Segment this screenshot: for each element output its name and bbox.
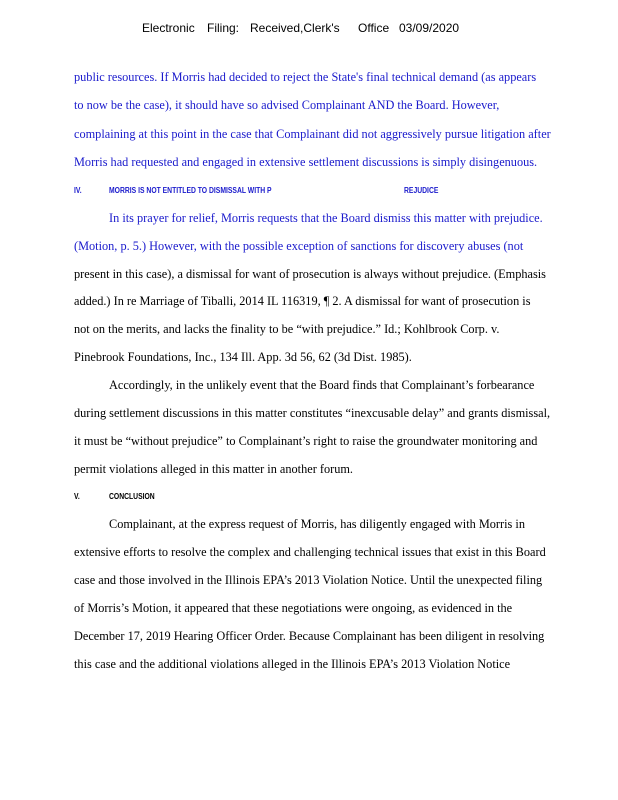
header-filing: Filing:: [207, 21, 240, 35]
p4-line-4: of Morris’s Motion, it appeared that these negotiations were ongoing, as evidenced in the: [74, 601, 513, 615]
section-5-numeral: V.: [74, 492, 80, 501]
p4-line-3: case and those involved in the Illinois EPA’s 2013 Violation Notice. Until the unexpected filing: [74, 573, 543, 587]
p3-line-1: Accordingly, in the unlikely event that the Board finds that Complainant’s forbearance: [109, 378, 535, 392]
p3-line-3: it must be “without prejudice” to Complainant’s right to raise the groundwater monitoring and: [74, 434, 538, 448]
p4-line-2: extensive efforts to resolve the complex and challenging technical issues that exist in this Board: [74, 545, 546, 559]
p2-line-2: (Motion, p. 5.) However, with the possible exception of sanctions for discovery abuses (not: [74, 239, 524, 253]
header-office: Office: [358, 21, 390, 35]
p2-line-1: In its prayer for relief, Morris requests that the Board dismiss this matter with prejudice.: [109, 211, 543, 225]
p4-line-6: this case and the additional violations alleged in the Illinois EPA’s 2013 Violation Notice: [74, 657, 511, 671]
p1-line-1: public resources. If Morris had decided to reject the State's final technical demand (as appears: [74, 70, 537, 84]
p2-line-4: added.) In re Marriage of Tiballi, 2014 IL 116319, ¶ 2. A dismissal for want of prosecution is: [74, 294, 531, 308]
section-4-title-end: REJUDICE: [404, 186, 439, 195]
section-4-numeral: IV.: [74, 186, 82, 195]
p3-line-4: permit violations alleged in this matter in another forum.: [74, 462, 354, 476]
header-electronic: Electronic: [142, 21, 195, 35]
p1-line-3: complaining at this point in the case that Complainant did not aggressively pursue litigation after: [74, 127, 551, 141]
p1-line-2: to now be the case), it should have so advised Complainant AND the Board. However,: [74, 98, 500, 112]
section-4-title: MORRIS IS NOT ENTITLED TO DISMISSAL WITH P: [109, 186, 272, 195]
p2-line-5: not on the merits, and lacks the finality to be “with prejudice.” Id.; Kohlbrook Corp. v.: [74, 322, 500, 336]
header-received: Received,Clerk's: [250, 21, 340, 35]
p4-line-1: Complainant, at the express request of Morris, has diligently engaged with Morris in: [109, 517, 525, 531]
section-5-title: CONCLUSION: [109, 492, 155, 501]
p2-line-3: present in this case), a dismissal for want of prosecution is always without prejudice. (Emphasis: [74, 267, 546, 281]
p1-line-4: Morris had requested and engaged in extensive settlement discussions is simply disingenuous.: [74, 155, 538, 169]
p2-line-6: Pinebrook Foundations, Inc., 134 Ill. App. 3d 56, 62 (3d Dist. 1985).: [74, 350, 412, 364]
p4-line-5: December 17, 2019 Hearing Officer Order. Because Complainant has been diligent in resolving: [74, 629, 545, 643]
p3-line-2: during settlement discussions in this matter constitutes “inexcusable delay” and grants dismissal,: [74, 406, 551, 420]
header-date: 03/09/2020: [399, 21, 460, 35]
